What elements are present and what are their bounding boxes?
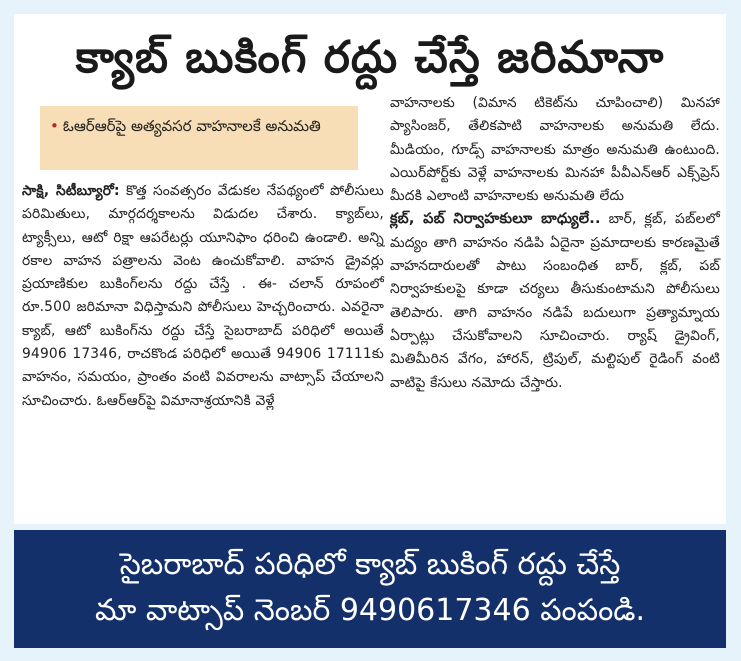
banner-line-2: మా వాట్సాప్ నెంబర్ 9490617346 పంపండి.: [94, 593, 646, 628]
subheading: క్లబ్, పబ్ నిర్వాహకులూ బాధ్యులే..: [390, 211, 601, 228]
banner-line-1: సైబరాబాద్ పరిధిలో క్యాబ్ బుకింగ్ రద్దు చేస్తే: [119, 547, 621, 582]
left-column: [22, 106, 384, 413]
article-headline: క్యాబ్ బుకింగ్ రద్దు చేస్తే జరిమానా: [75, 32, 665, 83]
right-body: [390, 92, 720, 395]
bullet-icon: •: [50, 117, 59, 135]
left-body: [22, 180, 384, 413]
newspaper-clipping: [14, 14, 726, 524]
highlight-text: ఓఆర్ఆర్‌పై అత్యవసర వాహనాలకే అనుమతి: [62, 117, 321, 135]
right-body-text-2: బార్, క్లబ్, పబ్‌లలో మద్యం తాగి వాహనం నడిపి ఏదైనా ప్రమాదాలకు కారణమైతే వాహనదారులతో పాటు సంబంధిత బార్, క్లబ్, పబ్ నిర్వాహకులపై కూడా చర్యలు తీసుకుంటామని పోలీసులు తెలిపారు. తాగి వాహనం నడిపే బదులుగా ప్రత్యామ్నాయ ఏర్పాట్లు చేసుకోవాలని సూచించారు. ర్యాష్ డ్రైవింగ్, మితిమీరిన వేగం, హారన్, ట్రిపుల్, మల్టిపుల్ రైడింగ్ వంటి వాటిపై కేసులు నమోదు చేస్తారు.: [390, 211, 720, 391]
caption-banner: [14, 530, 726, 648]
right-column: [390, 92, 720, 395]
dateline: సాక్షి, సిటీబ్యూరో:: [22, 183, 120, 199]
right-body-text-1: వాహనాలకు (విమాన టికెట్‌ను చూపించాలి) మినహా ప్యాసింజర్, తేలికపాటి వాహనాలకు అనుమతి లేదు. మీడియం, గూడ్స్ వాహనాలకు మాత్రం అనుమతి ఉంటుంది. ఎయిర్‌పోర్ట్‌కు వెళ్లే వాహనాలకు మినహా పీవీఎన్ఆర్ ఎక్స్‌ప్రెస్ మీదకి ఎలాంటి వాహనాలకు అనుమతి లేదు: [390, 95, 720, 205]
left-body-text: కొత్త సంవత్సరం వేడుకల నేపథ్యంలో పోలీసులు పరిమితులు, మార్గదర్శకాలను విడుదల చేశారు. క్యాబ్‌లు, ట్యాక్సీలు, ఆటో రిక్షా ఆపరేటర్లు యూనిఫాం ధరించి ఉండాలి. అన్ని రకాల వాహన పత్రాలను వెంట ఉంచుకోవాలి. వాహన డ్రైవర్లు ప్రయాణికుల బుకింగ్‌లను రద్దు చేస్తే . ఈ- చలాన్ రూపంలో రూ.500 జరిమానా విధిస్తామని పోలీసులు హెచ్చరించారు. ఎవరైనా క్యాబ్, ఆటో బుకింగ్‌ను రద్దు చేస్తే సైబరాబాద్ పరిధిలో అయితే 94906 17346, రాచకొండ పరిధిలో అయితే 94906 17111కు వాహనం, సమయం, ప్రాంతం వంటి వివరాలను వాట్సాప్ చేయాలని సూచించారు. ఓఆర్ఆర్‌పై విమానాశ్రయానికి వెళ్లే: [22, 183, 384, 409]
highlight-box: [40, 106, 358, 170]
